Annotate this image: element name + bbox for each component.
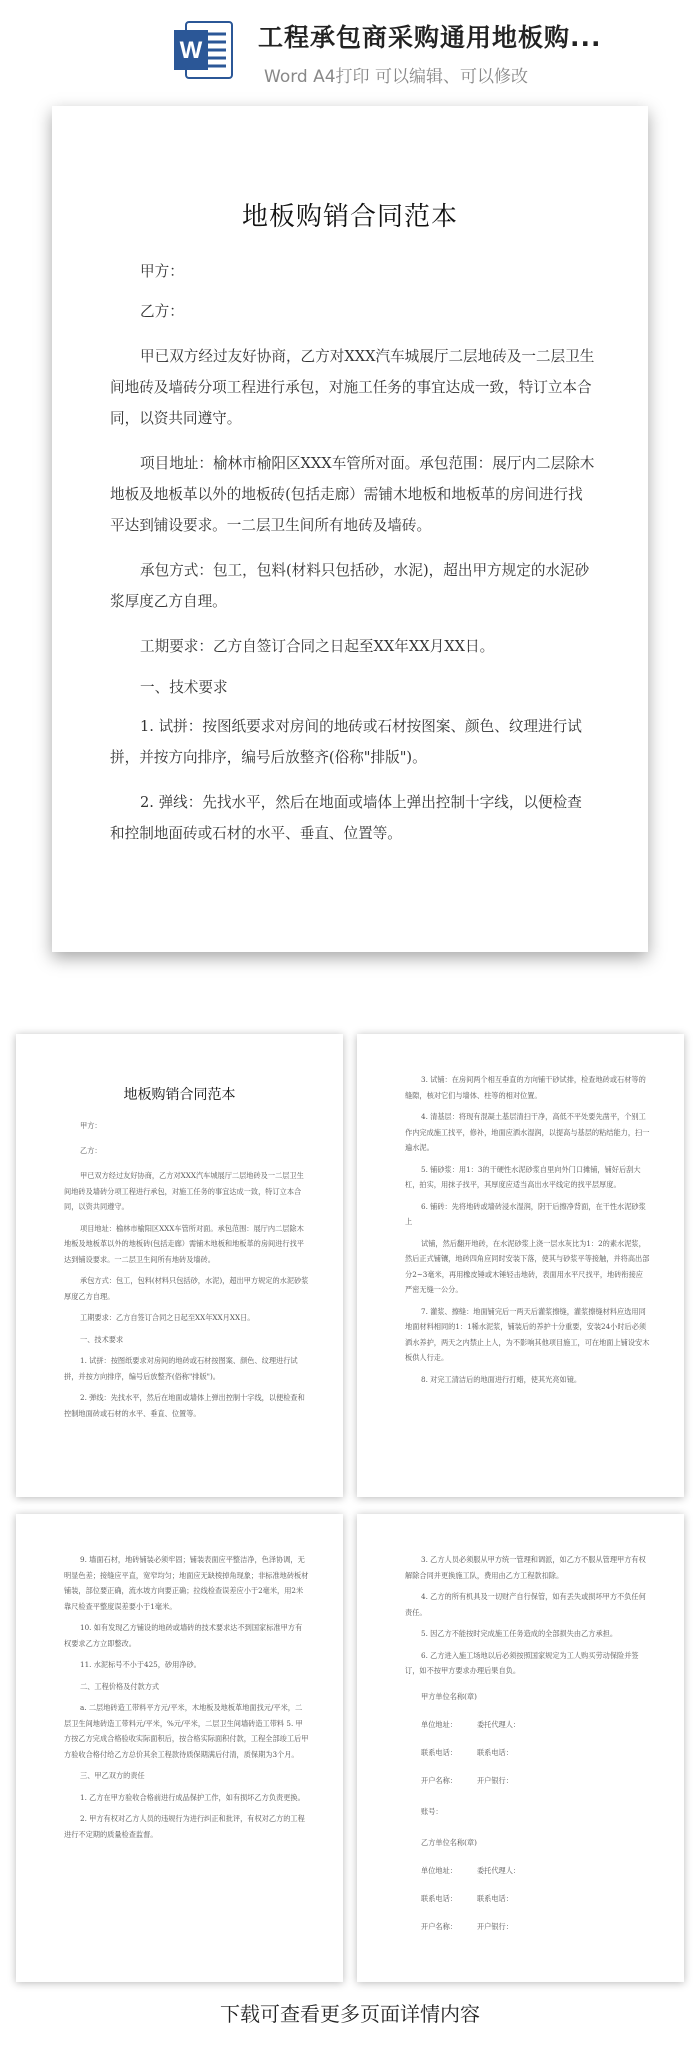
contract-title: 地板购销合同范本: [241, 202, 458, 232]
main-page-preview: [52, 106, 648, 952]
thumbnail-text: 5. 铺砂浆：用1：3的干硬性水泥砂浆自里向外门口摊铺，铺好后刮大杠，拍实，用抹子找平，其厚度应适当高出水平线定的找平层厚度。: [405, 1164, 641, 1189]
thumbnail-text: 2. 弹线：先找水平，然后在地面或墙体上弹出控制十字线，以便检查和控制地面砖或石材的水平、垂直、位置等。: [64, 1393, 305, 1418]
thumbnail-text: 一、技术要求: [80, 1334, 124, 1344]
signature-field-label: 委托代理人：: [476, 1719, 521, 1729]
signature-row: [421, 1866, 650, 1876]
tech-item-2: 2. 弹线：先找水平，然后在地面或墙体上弹出控制十字线，以便检查和控制地面砖或石材的水平、垂直、位置等。: [110, 794, 582, 842]
signature-field-label: 开户银行：: [476, 1921, 513, 1931]
document-header: [0, 0, 700, 100]
signature-row: [421, 1922, 650, 1932]
signature-field-label: 联系电话：: [421, 1893, 457, 1903]
thumbnail-text: 项目地址：榆林市榆阳区XXX车管所对面。承包范围：展厅内二层除木地板及地板革以外的地板砖(包括走廊）需铺木地板和地板革的房间进行找平达到铺设要求。一二层卫生间所有地砖及墙砖。: [64, 1223, 304, 1264]
signature-field-label: 单位地址：: [421, 1719, 457, 1729]
page-thumbnail-3[interactable]: [16, 1514, 343, 1982]
thumbnail-text: 6. 乙方进入施工场地以后必须按照国家规定为工人购买劳动保险并签订，如不按甲方要求办理后果自负。: [405, 1650, 639, 1675]
section-heading: 一、技术要求: [140, 679, 228, 696]
signature-field-label: 开户名称：: [421, 1921, 457, 1931]
signature-row: [421, 1748, 650, 1758]
thumbnail-text: 3. 试铺：在房间两个相互垂直的方向铺干砂试排，检查地砖或石材等的缝隙，核对它们与墙体、柱等的相对位置。: [405, 1075, 646, 1100]
word-document-icon: [172, 18, 236, 82]
thumbnail-text: 9. 墙面石材，地砖铺装必须牢固；铺装表面应平整洁净，色泽协调，无明显色差；接缝应平直，宽窄均匀；地面应无缺棱掉角现象；非标准地砖板材铺装，部位要正确，流水坡方向要正确；拉线检查误差应小于2毫米，用2米靠尺检查平整度误差要小于1毫米。: [64, 1555, 309, 1611]
thumbnail-text: 甲已双方经过友好协商，乙方对XXX汽车城展厅二层地砖及一二层卫生间地砖及墙砖分项工程进行承包，对施工任务的事宜达成一致，特订立本合同，以资共同遵守。: [64, 1171, 304, 1211]
signature-row: [421, 1720, 650, 1730]
intro-paragraph: 甲已双方经过友好协商，乙方对XXX汽车城展厅二层地砖及一二层卫生间地砖及墙砖分项工程进行承包，对施工任务的事宜达成一致，特订立本合同，以资共同遵守。: [110, 348, 595, 427]
thumbnail-text: 乙方：: [80, 1146, 102, 1155]
party-a-label: 甲方：: [140, 263, 184, 280]
svg-text:W: W: [179, 37, 203, 64]
signature-block-b-title: 乙方单位名称(章): [421, 1837, 477, 1847]
thumbnail-text: 承包方式：包工，包料(材料只包括砂，水泥)，超出甲方规定的水泥砂浆厚度乙方自理。: [64, 1276, 309, 1301]
signature-row: [421, 1776, 650, 1786]
signature-field-label: 联系电话：: [421, 1747, 457, 1757]
thumbnail-text: 工期要求：乙方自签订合同之日起至XX年XX月XX日。: [80, 1313, 255, 1322]
thumbnail-text: 5. 因乙方不能按时完成施工任务造成的全部损失由乙方承担。: [421, 1629, 618, 1638]
thumbnail-text: 10. 如有发现乙方铺设的地砖或墙砖的技术要求达不到国家标准甲方有权要求乙方立即整改。: [64, 1623, 303, 1648]
thumbnail-text: 8. 对完工清洁后的地面进行打蜡，使其光亮如镜。: [421, 1374, 582, 1384]
signature-block-a-title: 甲方单位名称(章): [421, 1691, 477, 1701]
project-address-paragraph: 项目地址：榆林市榆阳区XXX车管所对面。承包范围：展厅内二层除木地板及地板革以外的地板砖(包括走廊）需铺木地板和地板革的房间进行找平达到铺设要求。一二层卫生间所有地砖及墙砖。: [110, 455, 595, 534]
thumbnail-text: 7. 灌浆、擦缝：地面铺完后一两天后灌浆擦缝，灌浆擦缝材料应选用同地面材料相同的1：1稀水泥浆，铺装后的养护十分重要，安装24小时后必须洒水养护，两天之内禁止上人，为不影响其他项目施工，可在地面上铺设安木板供人行走。: [405, 1306, 650, 1362]
page-thumbnail-4[interactable]: [357, 1514, 684, 1982]
thumbnail-text: a. 二层地砖造工带料平方元/平米，木地板及地板革地面找元/平米，二层卫生间地砖造工带料元/平米，%元/平米，二层卫生间墙砖造工带料 5. 甲方按乙方完成合格验收实际面积后，按合格实际面积付款，工程全部竣工后甲方验收合格付给乙方总价其余工程款待质保期满后付清，质保期为3个月。: [64, 1703, 309, 1759]
thumbnail-text: 4. 乙方的所有机具及一切财产自行保管，如有丢失或损坏甲方不负任何责任。: [405, 1592, 646, 1617]
page-thumbnail-2[interactable]: [357, 1034, 684, 1497]
thumbnail-text: 4. 清基层：将现有混凝土基层清扫干净，高低不平处要先凿平，个别工作内完成施工找平，修补，地面应洒水湿润，以提高与基层的粘结能力，扫一遍水泥。: [405, 1112, 650, 1152]
contract-method-paragraph: 承包方式：包工，包料(材料只包括砂，水泥)，超出甲方规定的水泥砂浆厚度乙方自理。: [110, 562, 590, 610]
page-thumbnail-1[interactable]: [16, 1034, 343, 1497]
signature-field-label: 委托代理人：: [476, 1865, 521, 1875]
signature-field-label: 开户银行：: [476, 1775, 513, 1785]
thumbnail-text: 试铺，然后翻开地砖，在水泥砂浆上浇一层水灰比为1：2的素水泥浆，然后正式铺镶，地砖四角应同时安装下落，使其与砂浆平等接触，并将高出部分2~3毫米，再用橡皮锤或木锤轻击地砖，表面用水平尺找平，地砖衔接应严密无缝一公分。: [405, 1238, 650, 1294]
thumbnail-text: 11. 水泥标号不小于425，砂用净砂。: [80, 1660, 201, 1669]
thumbnail-text: 甲方：: [80, 1121, 102, 1130]
signature-field-label: 开户名称：: [421, 1775, 457, 1785]
tech-item-1: 1. 试拼：按图纸要求对房间的地砖或石材按图案、颜色、纹理进行试拼，并按方向排序，编号后放整齐(俗称"排版")。: [110, 718, 582, 766]
thumbnail-text: 1. 试拼：按图纸要求对房间的地砖或石材按图案、颜色、纹理进行试拼，并按方向排序，编号后放整齐(俗称"排版")。: [64, 1356, 298, 1381]
thumbnail-text: 6. 铺砖：先将地砖或墙砖浸水湿润，阴干后擦净背面，在干性水泥砂浆上: [405, 1201, 646, 1226]
thumbnail-title: 地板购销合同范本: [123, 1087, 236, 1103]
signature-field-label: 单位地址：: [421, 1865, 457, 1875]
signature-field-label: 联系电话：: [476, 1747, 513, 1757]
thumbnail-text: 1. 乙方在甲方验收合格前进行成品保护工作，如有损坏乙方负责更换。: [80, 1792, 305, 1802]
party-b-label: 乙方：: [140, 303, 184, 320]
document-subtitle: Word A4打印 可以编辑、可以修改: [264, 67, 528, 87]
document-title: 工程承包商采购通用地板购...: [258, 23, 602, 52]
thumbnail-text: 三、甲乙双方的责任: [80, 1771, 145, 1780]
view-more-pages-link[interactable]: 下载可查看更多页面详情内容: [220, 2002, 480, 2026]
signature-field-label: 联系电话：: [476, 1893, 513, 1903]
thumbnail-text: 3. 乙方人员必须服从甲方统一管理和调派，如乙方不服从管理甲方有权解除合同并更换施工队，费用由乙方工程款扣除。: [405, 1555, 646, 1580]
account-label: 账号：: [421, 1806, 443, 1816]
schedule-paragraph: 工期要求：乙方自签订合同之日起至XX年XX月XX日。: [140, 638, 495, 655]
signature-row: [421, 1894, 650, 1904]
thumbnail-text: 二、工程价格及付款方式: [80, 1681, 160, 1691]
thumbnail-text: 2. 甲方有权对乙方人员的违规行为进行纠正和批评，有权对乙方的工程进行不定期的质量检查监督。: [64, 1814, 305, 1839]
